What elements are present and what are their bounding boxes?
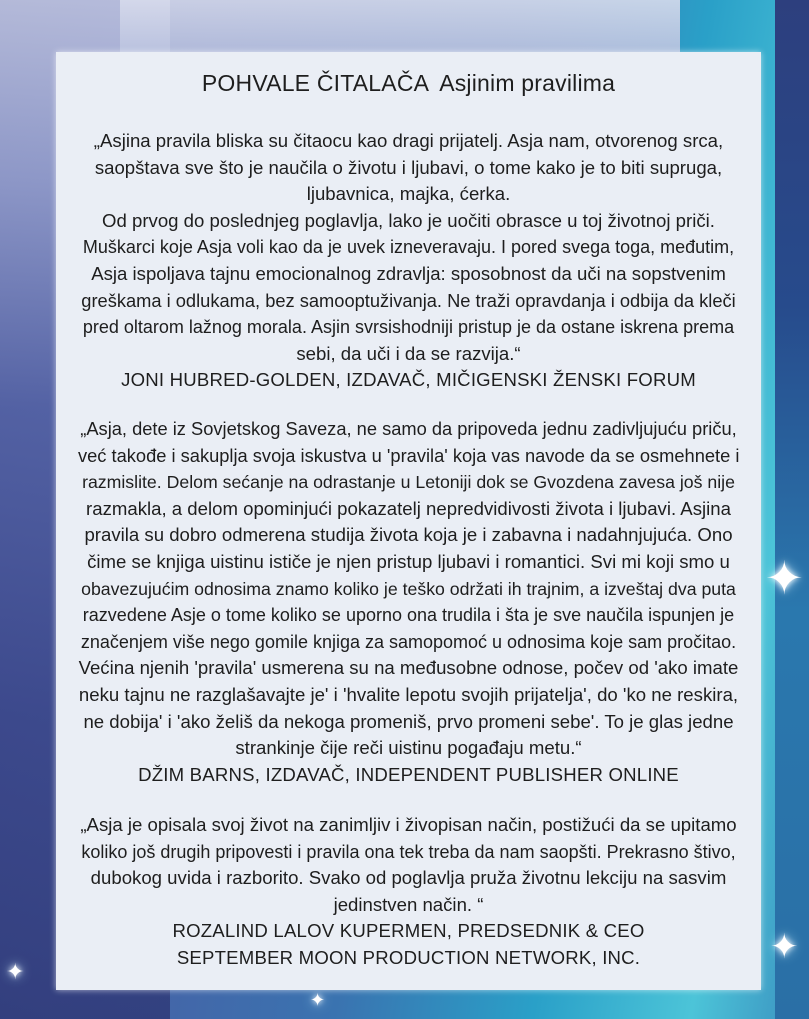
review-panel (56, 52, 761, 990)
quote-line: „Asja je opisala svoj život na zanimljiv i živopisan način, postižući da se upitamo (80, 814, 737, 835)
quote-line: Muškarci koje Asja voli kao da je uvek izneveravaju. I pored svega toga, međutim, (82, 237, 735, 258)
sparkle-icon: ✦ (310, 990, 326, 1011)
quote-line: greškama i odlukama, bez samooptuživanja. Ne traži opravdanja i odbija da kleči (81, 289, 736, 311)
quote-line: koliko još drugih pripovesti i pravila ona tek treba da nam saopšti. Prekrasno štivo, (81, 841, 736, 862)
sparkle-icon: ✦ (765, 551, 804, 605)
quote-line: Asja ispoljava tajnu emocionalnog zdravlja: sposobnost da uči na sopstvenim (91, 262, 726, 284)
sparkle-icon: ✦ (6, 960, 25, 985)
sparkle-icon: ✦ (770, 927, 799, 967)
quote-line: „Asjina pravila bliska su čitaocu kao dragi prijatelj. Asja nam, otvorenog srca, (93, 130, 724, 151)
quote-line: Od prvog do poslednjeg poglavlja, lako je uočiti obrasce u toj životnoj priči. (102, 209, 715, 231)
background-top-area (120, 0, 680, 60)
quote-line: „Asja, dete iz Sovjetskog Saveza, ne samo da pripoveda jednu zadivljujuću priču, (80, 418, 737, 439)
quote-line: ne dobija' i 'ako želiš da nekoga promeniš, prvo promeni sebe'. To je glas jedne (83, 710, 734, 732)
quote-line: strankinje čije reči uistinu pogađaju metu.“ (235, 737, 582, 759)
quote-line: sebi, da uči i da se razvija.“ (296, 342, 521, 364)
quote-line: neku tajnu ne razglašavajte je' i 'hvalite lepotu svojih prijatelja', do 'ko ne reskira, (78, 683, 739, 705)
quote-line: jedinstven način. “ (333, 893, 484, 915)
background-right-edge (775, 0, 809, 1019)
quote-line: već takođe i sakuplja svoja iskustva u 'pravila' koja vas navode da se osmehnete i (78, 444, 740, 466)
page-title (56, 70, 761, 97)
quote-line: Većina njenih 'pravila' usmerena su na međusobne odnose, počev od 'ako imate (78, 657, 739, 679)
review-attribution: DŽIM BARNS, IZDAVAČ, INDEPENDENT PUBLISHER ONLINE (138, 763, 679, 785)
quote-line: dubokog uvida i razborito. Svako od poglavlja pruža životnu lekciju na sasvim (90, 867, 727, 889)
review-quote-2 (78, 416, 739, 788)
review-attribution: ROZALIND LALOV KUPERMEN, PREDSEDNIK & CEO (172, 920, 645, 942)
quote-line: pravila su dobro odmerena studija života koja je i zabavna i nadahnjujuća. Ono (84, 524, 733, 546)
review-quote-3 (78, 812, 739, 972)
quote-line: čime se knjiga uistinu ističe je njen pristup ljubavi i romantici. Svi mi koji smo u (87, 550, 730, 572)
quote-line: značenjem više nego gomile knjiga za samopomoć u odnosima koje sam pročitao. (80, 631, 737, 652)
quote-line: razvedene Asje o tome koliko se uporno ona trudila i šta je sve naučila ispunjen je (82, 605, 735, 626)
quote-line: pred oltarom lažnog morala. Asjin svrsishodniji pristup je da ostane iskrena prema (82, 317, 735, 338)
review-quote-1 (78, 128, 739, 394)
quote-line: razmislite. Delom sećanje na odrastanje u Letoniji dok se Gvozdena zavesa još nije (82, 472, 735, 493)
quote-line: saopštava sve što je naučila o životu i ljubavi, o tome kako je to biti supruga, (94, 156, 723, 178)
quote-line: obavezujućim odnosima znamo koliko je teško održati ih trajnim, a izveštaj dva puta (81, 578, 736, 599)
review-attribution: JONI HUBRED-GOLDEN, IZDAVAČ, MIČIGENSKI ŽENSKI FORUM (121, 369, 696, 391)
quote-line: razmakla, a delom opominjući pokazatelj nepredvidivosti života i ljubavi. Asjina (86, 497, 731, 519)
title-part-1: POHVALE ČITALAČA (201, 70, 430, 96)
title-part-2: Asjinim pravilima (439, 70, 616, 96)
quote-line: ljubavnica, majka, ćerka. (306, 183, 511, 205)
review-attribution: SEPTEMBER MOON PRODUCTION NETWORK, INC. (176, 946, 641, 968)
